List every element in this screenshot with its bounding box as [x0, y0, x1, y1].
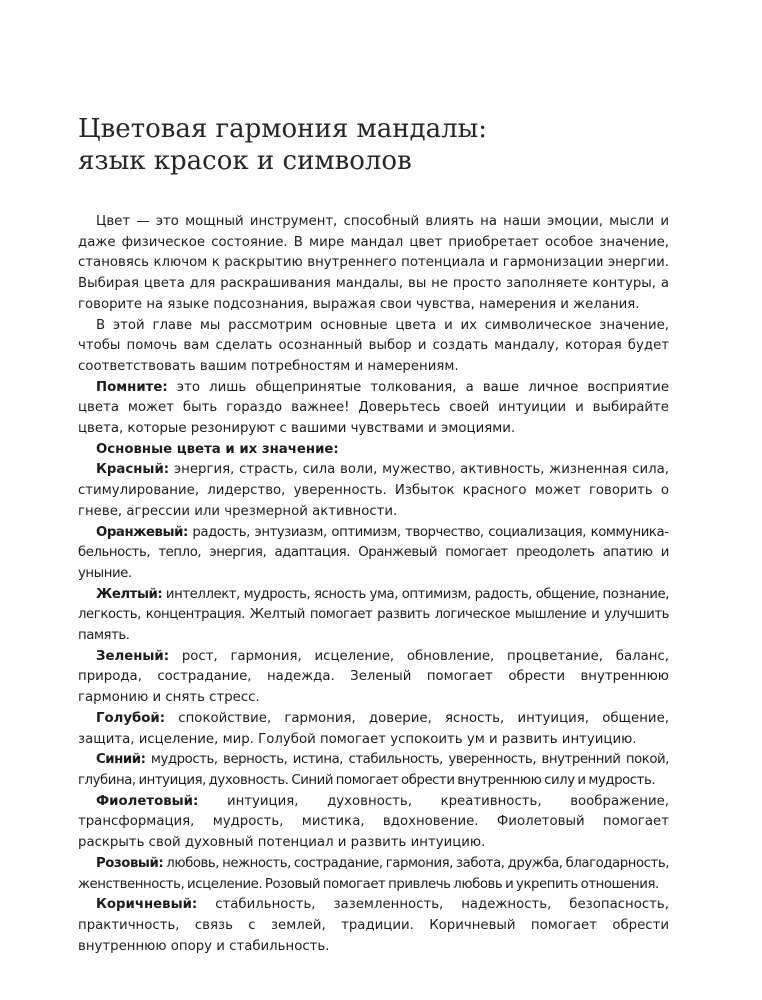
section-heading — [78, 440, 669, 461]
color-entry-light-blue — [78, 709, 669, 750]
color-description: энергия, страсть, сила воли, мужество, активность, жизненная сила, стимулирование, лидерство, уверенность. Избыток красного может говорить о гневе, агрессии или чрезмерной активности. — [78, 462, 669, 519]
intro-paragraph-1: Цвет — это мощный инструмент, способный влиять на наши эмоции, мысли и даже физическое состояние. В мире мандал цвет приобретает особое значение, становясь ключом к раскрытию внутреннего потенциала и гармонизации энергии. Выбирая цвета для раскрашивания мандалы, вы не просто заполняете контуры, а говорите на языке подсознания, выражая свои чувства, намерения и желания. — [78, 214, 669, 312]
color-name: Голубой: — [96, 710, 166, 726]
color-entry-pink — [78, 854, 669, 895]
chapter-title-line-1: Цветовая гармония мандалы: — [78, 114, 488, 144]
color-description: радость, энтузиазм, оптимизм, творчество, социализация, коммуникабельность, тепло, энергия, адаптация. Оранжевый помогает преодолеть апатию и уныние. — [78, 524, 669, 581]
color-description: интеллект, мудрость, ясность ума, оптимизм, радость, общение, познание, легкость, концентрация. Желтый помогает развить логическое мышление и улучшить память. — [78, 586, 669, 644]
color-name: Красный: — [96, 462, 170, 478]
color-entry-yellow — [78, 585, 669, 647]
color-description: стабильность, заземленность, надежность, безопасность, практичность, связь с землей, традиции. Коричневый помогает обрести внутреннюю опору и стабильность. — [78, 897, 669, 954]
note-text: это лишь общепринятые толкования, а ваше личное восприятие цвета может быть гораздо важнее! Доверьтесь своей интуиции и выбирайте цвета, которые резонируют с вашими чувствами и эмоциями. — [78, 379, 669, 437]
chapter-body — [78, 212, 669, 957]
color-name: Зеленый: — [96, 648, 170, 664]
color-name: Синий: — [96, 752, 146, 768]
intro-paragraph-2: В этой главе мы рассмотрим основные цвета и их символическое значение, чтобы помочь вам сделать осознанный выбор и создать мандалу, которая будет соответствовать вашим потребностям и намерениям. — [78, 317, 669, 374]
color-name: Розовый: — [96, 855, 164, 871]
color-description: интуиция, духовность, креативность, воображение, трансформация, мудрость, мистика, вдохновение. Фиолетовый помогает раскрыть свой духовный потенциал и развить интуицию. — [78, 793, 669, 851]
color-name: Коричневый: — [96, 897, 198, 913]
note-paragraph — [78, 378, 669, 440]
color-entry-violet — [78, 792, 669, 854]
color-entry-red — [78, 460, 669, 522]
color-description: рост, гармония, исцеление, обновление, процветание, баланс, природа, сострадание, надежда. Зеленый помогает обрести внутреннюю гармонию и снять стресс. — [78, 648, 669, 706]
color-description: спокойствие, гармония, доверие, ясность, интуиция, общение, защита, исцеление, мир. Голубой помогает успокоить ум и развить интуицию. — [78, 710, 669, 747]
section-heading-text: Основные цвета и их значение: — [96, 441, 339, 457]
color-description: любовь, нежность, сострадание, гармония, забота, дружба, благодарность, женственность, исцеление. Розовый помогает привлечь любовь и укрепить отношения. — [78, 855, 669, 892]
chapter-title — [78, 113, 698, 177]
color-entry-blue — [78, 750, 669, 791]
color-name: Оранжевый: — [96, 524, 188, 540]
color-entry-orange — [78, 523, 669, 585]
note-label: Помните: — [96, 379, 168, 395]
color-description: мудрость, верность, истина, стабильность, уверенность, внутренний покой, глубина, интуиция, духовность. Синий помогает обрести внутреннюю силу и мудрость. — [78, 752, 669, 788]
color-name: Фиолетовый: — [96, 793, 199, 809]
color-entry-green — [78, 647, 669, 709]
color-entry-brown — [78, 895, 669, 957]
chapter-title-line-2: язык красок и символов — [78, 146, 412, 176]
color-name: Желтый: — [96, 586, 163, 602]
